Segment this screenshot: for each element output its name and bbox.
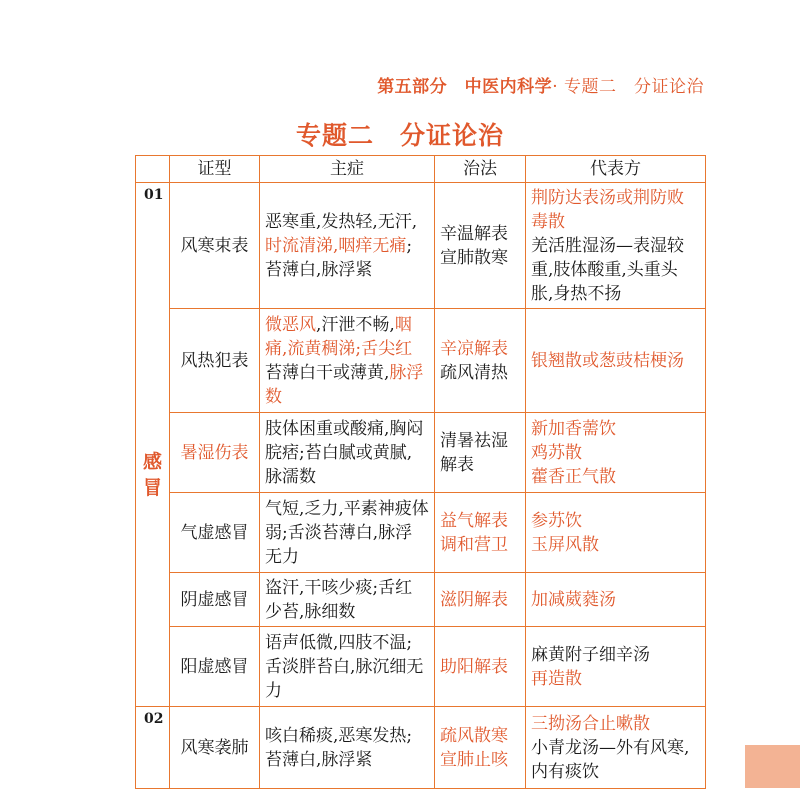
main-symptoms-segment: 脉浮数: [265, 362, 424, 407]
representative-formula-segment: 玉屏风散: [531, 534, 599, 555]
treatment-method-segment: 辛温解表宣肺散寒: [440, 223, 508, 268]
main-symptoms-segment: 气短,乏力,平素神疲体弱;舌淡苔薄白,脉浮无力: [265, 498, 429, 567]
table-header-row: [136, 156, 706, 183]
treatment-method-segment: 宣肺止咳: [440, 749, 508, 770]
representative-formula: [526, 309, 706, 413]
representative-formula-segment: 再造散: [531, 668, 582, 689]
representative-formula: [526, 573, 706, 627]
syndrome-type-label: 暑湿伤表: [180, 442, 249, 463]
main-symptoms-segment: ,汗泄不畅,: [316, 314, 395, 335]
treatment-method: [435, 309, 526, 413]
main-symptoms: [260, 183, 435, 309]
header-subtitle: · 专题二 分证论治: [552, 77, 704, 97]
syndrome-type: [170, 573, 260, 627]
representative-formula-segment: 新加香薷饮: [531, 418, 616, 439]
syndrome-type: [170, 183, 260, 309]
category-cell: [136, 183, 170, 707]
main-symptoms-segment: 咽痛,流黄稠涕;舌尖红: [265, 314, 413, 359]
syndrome-table: [135, 155, 706, 789]
representative-formula-segment: 三拗汤合止嗽散: [531, 713, 650, 734]
representative-formula-segment: 加减葳蕤汤: [531, 589, 616, 610]
main-symptoms-segment: ;苔薄白,脉浮紧: [265, 235, 413, 280]
section-number: 01: [144, 187, 164, 203]
main-symptoms-segment: 盗汗,干咳少痰;舌红少苔,脉细数: [265, 577, 413, 622]
syndrome-type-label: 风寒袭肺: [180, 737, 249, 758]
header-part: 第五部分 中医内科学: [377, 77, 553, 97]
treatment-method: [435, 413, 526, 493]
table-row: [136, 627, 706, 707]
main-symptoms-segment: 苔薄白干或薄黄,: [265, 362, 390, 383]
column-header: 主症: [260, 156, 435, 183]
treatment-method: [435, 627, 526, 707]
main-symptoms-segment: 咳白稀痰,恶寒发热;苔薄白,脉浮紧: [265, 725, 413, 770]
treatment-method: [435, 493, 526, 573]
representative-formula-segment: 鸡苏散: [531, 442, 582, 463]
category-cell: [136, 707, 170, 789]
syndrome-type: [170, 493, 260, 573]
treatment-method: [435, 573, 526, 627]
section-number: 02: [144, 711, 164, 727]
main-symptoms-segment: 肢体困重或酸痛,胸闷脘痞;苔白腻或黄腻,脉濡数: [265, 418, 424, 487]
representative-formula-segment: 荆防达表汤或荆防败毒散: [531, 187, 684, 232]
representative-formula-segment: 羌活胜湿汤—表湿较重,肢体酸重,头重头胀,身热不扬: [531, 235, 684, 304]
treatment-method: [435, 183, 526, 309]
treatment-method-segment: 疏风散寒: [440, 725, 508, 746]
header-blank: [136, 156, 170, 183]
treatment-method-segment: 辛凉解表: [440, 338, 508, 359]
main-symptoms: [260, 707, 435, 789]
main-symptoms-segment: 恶寒重,发热轻,无汗,: [265, 211, 418, 232]
representative-formula: [526, 183, 706, 309]
treatment-method-segment: 益气解表: [440, 510, 508, 531]
main-symptoms: [260, 413, 435, 493]
representative-formula-segment: 小青龙汤—外有风寒,内有痰饮: [531, 737, 690, 782]
table-row: [136, 183, 706, 309]
syndrome-type: [170, 707, 260, 789]
main-symptoms: [260, 627, 435, 707]
table-row: [136, 413, 706, 493]
treatment-method: [435, 707, 526, 789]
table-row: [136, 493, 706, 573]
main-symptoms: [260, 309, 435, 413]
column-header: 证型: [170, 156, 260, 183]
representative-formula-segment: 参苏饮: [531, 510, 582, 531]
syndrome-type-label: 风热犯表: [180, 350, 249, 371]
main-symptoms: [260, 573, 435, 627]
syndrome-type-label: 风寒束表: [180, 235, 249, 256]
category-name: 感 冒: [142, 451, 162, 499]
treatment-method-segment: 疏风清热: [440, 362, 508, 383]
syndrome-type: [170, 413, 260, 493]
page-edge-tab: [745, 745, 800, 788]
table-row: [136, 707, 706, 789]
main-symptoms-segment: 语声低微,四肢不温;舌淡胖苔白,脉沉细无力: [265, 632, 424, 701]
representative-formula-segment: 麻黄附子细辛汤: [531, 644, 650, 665]
representative-formula: [526, 707, 706, 789]
page-title: 专题二 分证论治: [295, 121, 504, 150]
representative-formula: [526, 493, 706, 573]
treatment-method-segment: 清暑祛湿解表: [440, 430, 508, 475]
syndrome-type: [170, 309, 260, 413]
syndrome-type-label: 阳虚感冒: [180, 656, 249, 677]
representative-formula: [526, 413, 706, 493]
main-symptoms-segment: 时流清涕,咽痒无痛: [265, 235, 407, 256]
representative-formula: [526, 627, 706, 707]
column-header: 治法: [435, 156, 526, 183]
treatment-method-segment: 滋阴解表: [440, 589, 508, 610]
running-header: [377, 72, 704, 97]
representative-formula-segment: 银翘散或葱豉桔梗汤: [531, 350, 684, 371]
column-header: 代表方: [526, 156, 706, 183]
syndrome-type-label: 阴虚感冒: [180, 589, 249, 610]
syndrome-type-label: 气虚感冒: [180, 522, 249, 543]
treatment-method-segment: 助阳解表: [440, 656, 508, 677]
treatment-method-segment: 调和营卫: [440, 534, 508, 555]
main-symptoms: [260, 493, 435, 573]
syndrome-type: [170, 627, 260, 707]
table-row: [136, 309, 706, 413]
representative-formula-segment: 藿香正气散: [531, 466, 616, 487]
main-symptoms-segment: 微恶风: [265, 314, 316, 335]
table-row: [136, 573, 706, 627]
